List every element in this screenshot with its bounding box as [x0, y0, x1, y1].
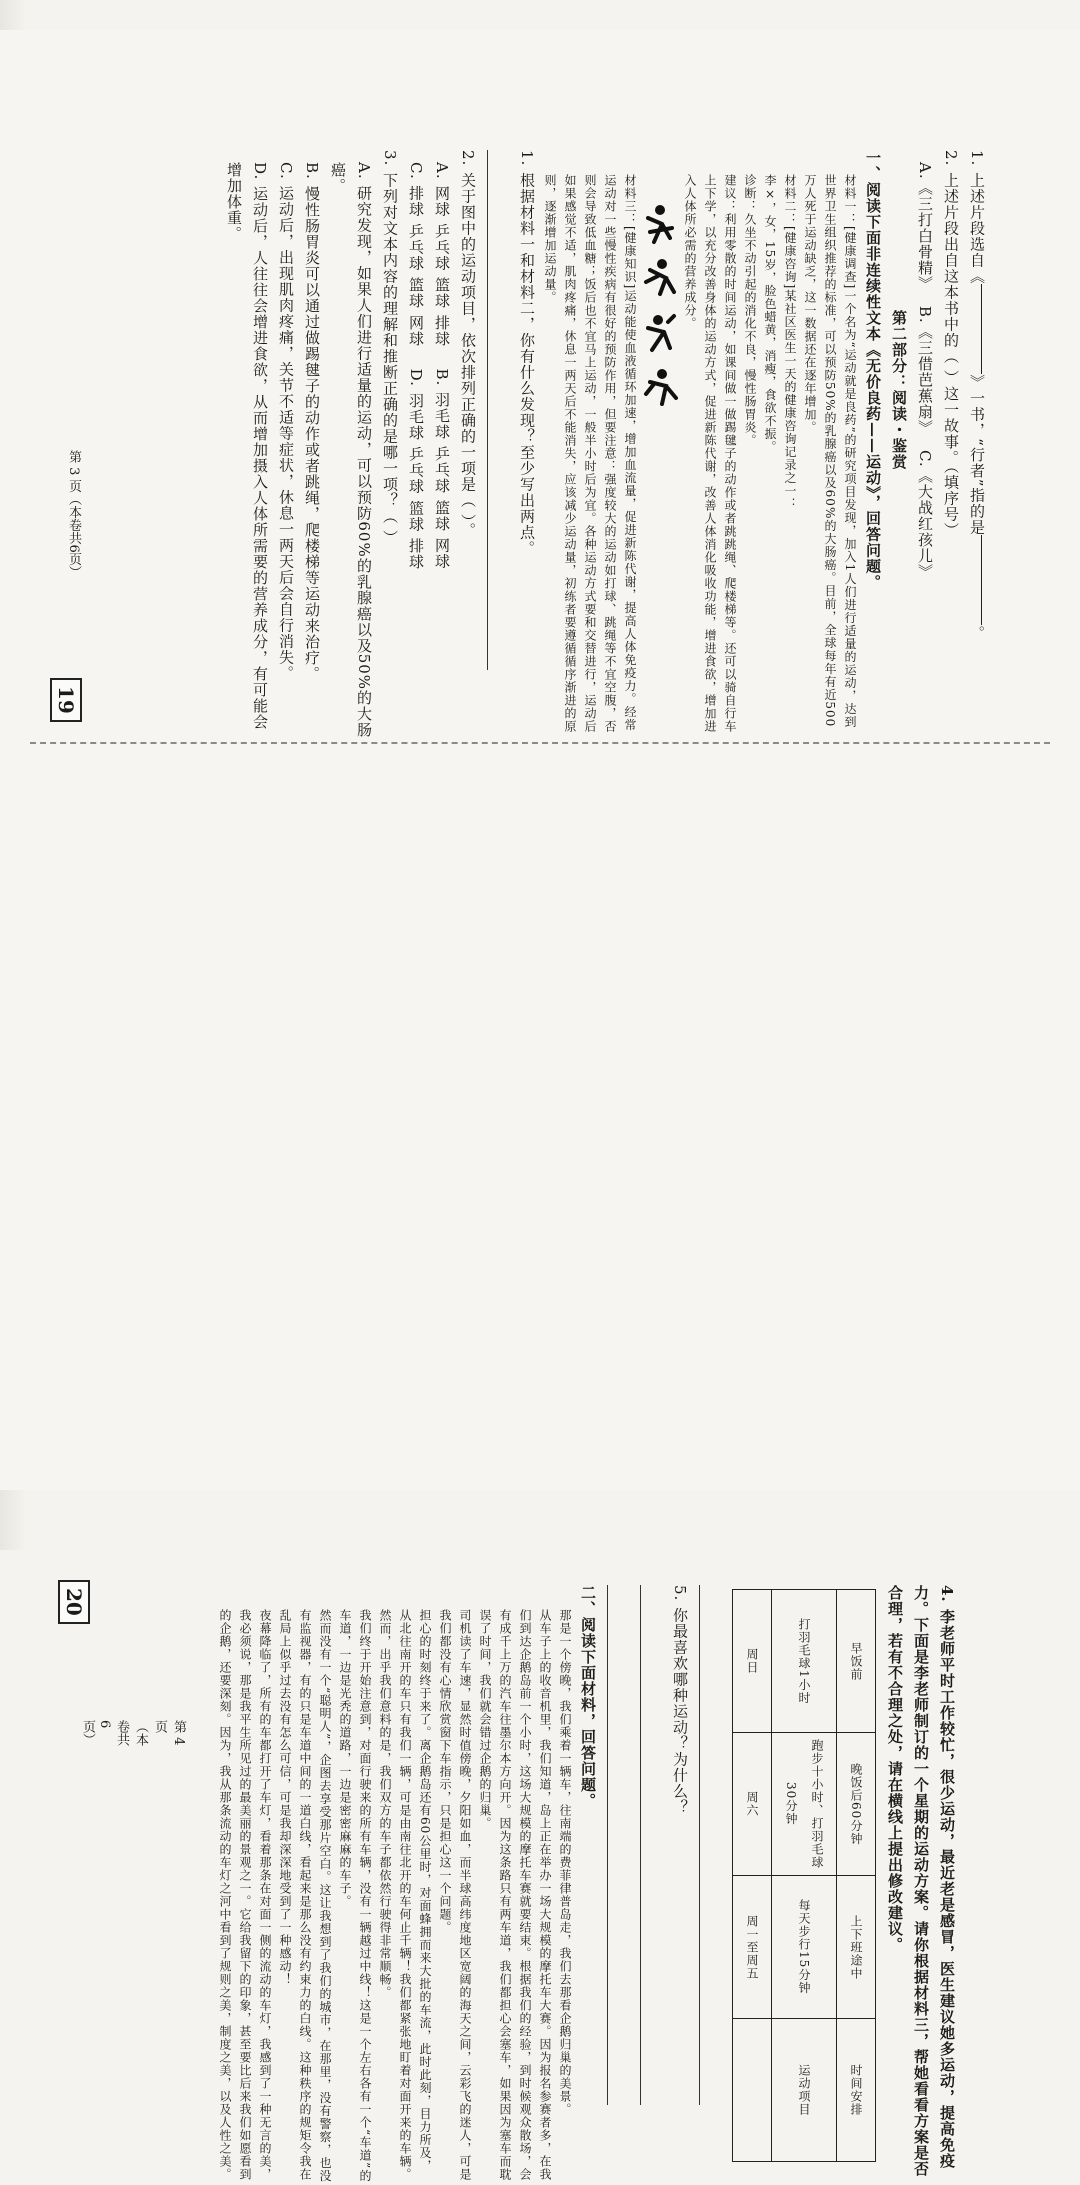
table-cell: 周一至周五 [733, 1876, 772, 2019]
answer-line[interactable] [487, 150, 514, 670]
page-4-text [60, 1585, 960, 2185]
table-row [733, 1733, 876, 1876]
answer-line[interactable] [640, 1585, 667, 2105]
page-4 [0, 760, 1080, 2183]
table-cell: 运动项目 [772, 2019, 837, 2162]
reading-2-intro: 二、阅读下面材料，回答问题。 [579, 1585, 597, 1809]
table-cell: 时间安排 [837, 2019, 876, 2162]
section-title: 第二部分：阅读・鉴赏 [890, 310, 908, 470]
sports-figure [640, 158, 680, 428]
passage-paragraph: 司机读了车速，显然时值傍晚，夕阳如血，而半球高纬度地区宽阔的海天之间，云彩飞的迷人，可是我们都没有心情欣赏窗下车指示，只是担心这一个问题。 [438, 1609, 472, 2181]
question-1: 1. 上述片段选自《》一书，“行者”指的是。 [968, 150, 986, 642]
material-3: 材料三：[健康知识]运动能使血液循环加速，增加血流量，促进新陈代谢，提高人体免疫力。经常运动对一些慢性疾病有很好的预防作用，但要注意：强度较大的运动如打球、跳绳等不宜空腹，否则会导致低血糖；饭后也不宜马上运动，一般半小时后为宜。各种运动方式要和交替进行，运动后如果感觉不适，肌肉疼痛，休息一两天后不能消失，应该减少运动量，初练者要遵循循序渐进的原则，逐渐增加运动量。 [543, 174, 637, 733]
table-cell: 晚饭后60分钟 [837, 1733, 876, 1876]
table-row [733, 2019, 876, 2162]
page-number-box: 20 [58, 1580, 90, 1624]
page-number-box: 19 [50, 678, 82, 722]
question-5: 5. 你最喜欢哪种运动？为什么？ [671, 1585, 689, 1816]
reading-question-3: 3. 下列对文本内容的理解和推断正确的是哪一项？（ ） [381, 150, 399, 546]
page-3-text [160, 150, 990, 740]
fold-line [30, 742, 1050, 744]
reading-question-2: 2. 关于图中的运动项目，依次排列正确的一项是（ ）。 [459, 150, 477, 539]
page-3 [0, 30, 1080, 760]
consult-advice: 建议：利用零散的时间运动，如课间做一做踢毽子的动作或者跳跳绳、爬楼梯等。还可以骑自行车上下学，以充分改善身体的运动方式，促进新陈代谢，改善人体消化吸收功能，增进食欲，增加进入人体所必需的营养成分。 [683, 174, 737, 733]
table-cell: 上下班途中 [837, 1876, 876, 2019]
material-1: 材料一：[健康调查]一个名为“运动就是良药”的研究项目发现，加入1人们进行适量的运动，达到世界卫生组织推荐的标准，可以预防50%的乳腺癌以及60%的大肠癌。目前，全球每年有近500万人死于运动缺乏，这一数据还在逐年增加。 [803, 174, 857, 729]
table-cell: 周六 [733, 1733, 772, 1876]
table-cell: 周日 [733, 1590, 772, 1733]
answer-blank[interactable] [981, 535, 982, 625]
passage-paragraph: 然而没有一个“聪明人”，企图去享受那片空白。这让我想到了我们的城市，在那里，没有警察，也没有监视器，有的只是车道中间的一道白线，看起来是那么没有约束力的白线。这种秩序的规矩令我在乱局上似乎过去没有怎么可信，可是我却深深地受到了一种感动！ [278, 1609, 332, 2183]
material-2: 材料二：[健康咨询]某社区医生一天的健康咨询记录之一： [783, 174, 797, 511]
reading-question-1: 1. 根据材料一和材料二，你有什么发现？至少写出两点。 [518, 150, 536, 557]
reading-question-3-option-b: B. 慢性肠胃炎可以通过做踢毽子的动作或者跳绳，爬楼梯等运动来治疗。 [303, 162, 321, 682]
schedule-table-wrap [732, 1589, 876, 2162]
reading-1-intro: 一、阅读下面非连续性文本《无价良药——运动》，回答问题。 [864, 150, 882, 591]
table-cell: 打羽毛球1小时 [772, 1590, 837, 1733]
question-4: 4. 李老师平时工作较忙，很少运动，最近老是感冒，医生建议她多运动，提高免疫力。下面是李老师制订的一个星期的运动方案。请你根据材料三，帮她看看方案是否合理，若有不合理之处，请在横线上提出修改建议。 [886, 1585, 956, 2177]
answer-line[interactable] [699, 1585, 726, 2105]
table-cell: 早饭前 [837, 1590, 876, 1733]
passage-paragraph: 从车子上的收音机里，我们知道，岛上正在举办一场大规模的摩托车大赛。因为报名参赛者多，在我们到达企鹅岛前一个小时，这场大规模的摩托车赛就要结束。根据我们的经验，到时候观众散场，会有成千上万的汽车往墨尔本方向开。因为这条路只有两车道，我们都担心会塞车，如果因为塞车而耽误了时间，我们就会错过企鹅的归巢。 [478, 1609, 552, 2181]
reading-question-2-options-ab: A. 网球 乒乓球 篮球 排球 B. 羽毛球 乒乓球 篮球 网球 [433, 162, 451, 570]
reading-question-3-option-c: C. 运动后，出现肌肉疼痛，关节不适等症状，休息一两天后会自行消失。 [277, 162, 295, 682]
consult-patient: 李×，女，15岁，脸色蜡黄，消瘦，食欲不振。 [763, 174, 777, 454]
page-4-footer: 第 4 页（本卷共6页） [80, 1720, 186, 1746]
reading-question-2-options-cd: C. 排球 乒乓球 篮球 网球 D. 羽毛球 乒乓球 篮球 排球 [407, 162, 425, 570]
passage-paragraph: 担心的时刻终于来了。离企鹅岛还有60公里时，对面蜂拥而来大批的车流，此时此刻，目力所及，从北往南开的车只有我们一辆，可是由南往北开的车何止千辆！我们都紧张地盯着对面开来的车辆。然而，出乎我们意料的是，我们双方的车子都依然行驶得非常顺畅。 [378, 1609, 432, 2181]
table-cell: 跑步十小时、打羽毛球30分钟 [772, 1733, 837, 1876]
passage-paragraph: 我们终于开始注意到，对面行驶来的所有车辆，没有一辆越过中线！这是一个左右各有一个“车道”的车道，一边是光秃的道路，一边是密密麻麻的车子。 [338, 1609, 372, 2183]
passage-paragraph: 夜幕降临了，所有的车都打开了车灯，看着那条在对面一侧的流动的车灯，我感到了一种无言的美，我必须说，那是我平生所见过的最美丽的景观之一。它给我留下的印象，甚至要比后来我们如愿看到的企鹅，还要深刻。因为，我从那条流动的车灯之河中看到了规则之美，制度之美，以及人性之美。 [218, 1609, 272, 2181]
page-3-footer: 第 3 页（本卷共6页） [66, 450, 81, 579]
table-row [733, 1876, 876, 2019]
table-row [733, 1590, 876, 1733]
answer-blank[interactable] [981, 284, 982, 374]
reading-question-3-option-d: D. 运动后，人往往会增进食欲，从而增加摄入人体所需要的营养成分，有可能会增加体重。 [225, 162, 269, 731]
answer-line[interactable] [607, 1585, 634, 2105]
exercise-schedule-table [732, 1589, 876, 2162]
reading-question-3-option-a: A. 研究发现，如果人们进行适量的运动，可以预防60%的乳腺癌以及50%的大肠癌。 [329, 162, 373, 739]
table-cell [733, 2019, 772, 2162]
question-2-options: A.《三打白骨精》 B.《三借芭蕉扇》 C.《大战红孩儿》 [916, 162, 934, 580]
passage-paragraph: 那是一个傍晚，我们乘着一辆车，往南端的费菲律普岛走，我们去那看企鹅归巢的美景。 [558, 1609, 572, 2116]
consult-diagnosis: 诊断：久坐不动引起的消化不良，慢性肠胃炎。 [743, 174, 757, 447]
sports-pictogram-icons [640, 198, 680, 418]
question-2: 2. 上述片段出自这本书中的（ ）这一故事。（填序号） [942, 150, 960, 539]
table-cell: 每天步行15分钟 [772, 1876, 837, 2019]
